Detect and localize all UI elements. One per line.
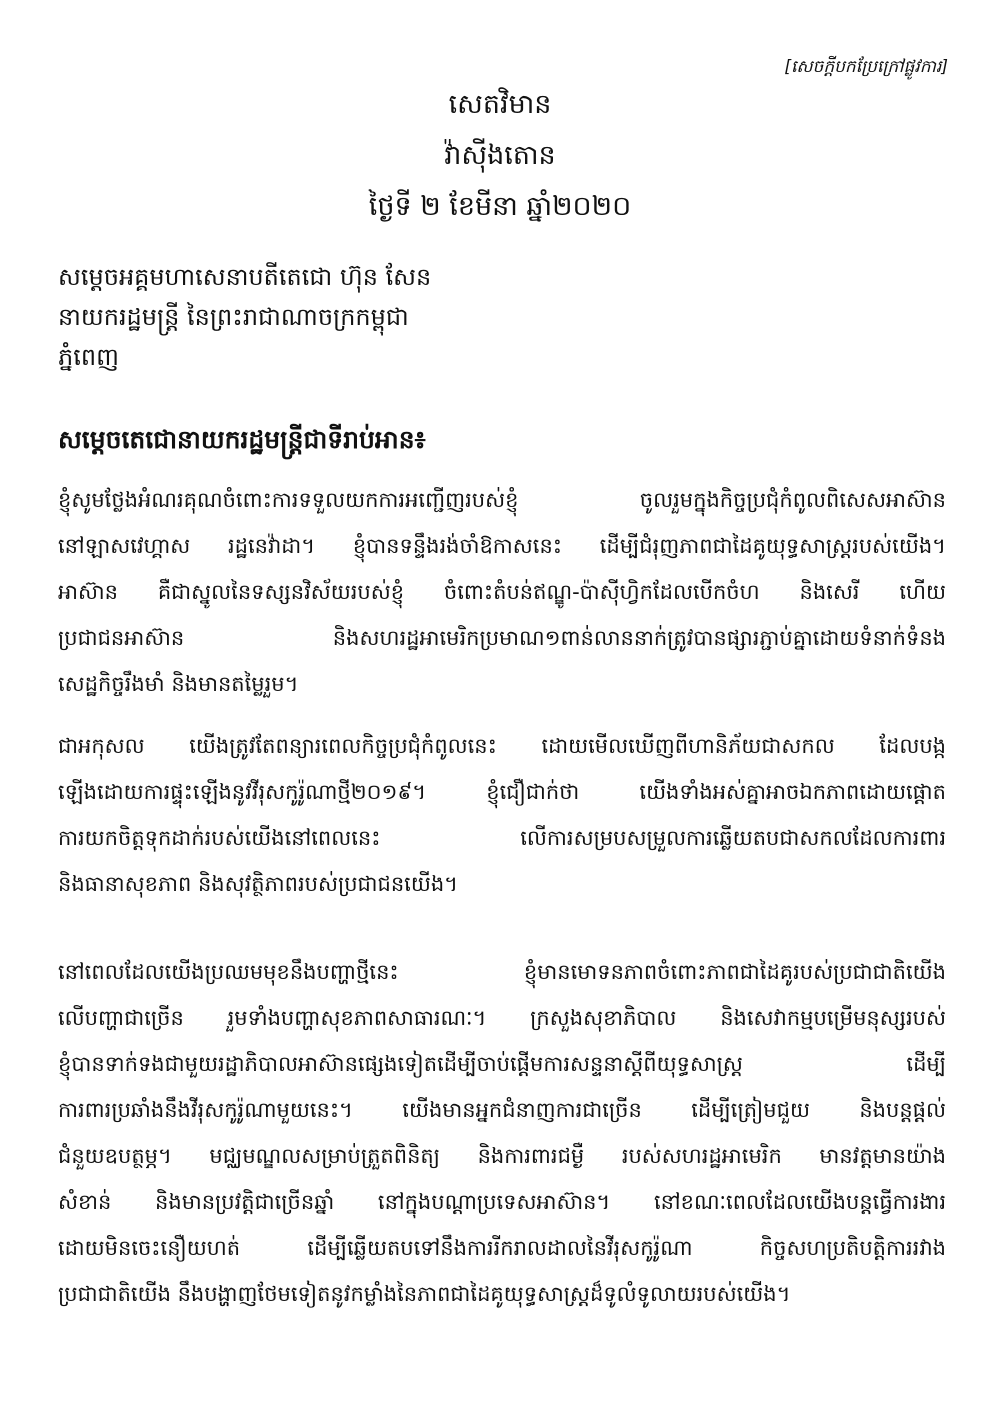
paragraph-line: ជំនួយឧបត្ថម្ភ។ មជ្ឈមណ្ឌលសម្រាប់ត្រួតពិនិត្យ និងការពារជម្ងឺ របស់សហរដ្ឋអាមេរិក មានវត្តមានយ៉ាង (58, 1144, 946, 1168)
paragraph-line: ដោយមិនចេះនឿយហត់ ដើម្បីឆ្លើយតបទៅនឹងការរីករាលដាលនៃវីរុសកូរ៉ូណា កិច្ចសហប្រតិបត្តិការរវាង (58, 1236, 946, 1260)
header-city: វ៉ាស៊ីងតោន (444, 140, 556, 171)
paragraph-2 (58, 723, 946, 907)
recipient-location: ភ្នំពេញ (58, 343, 119, 371)
salutation: សម្ដេចតេជោនាយករដ្ឋមន្ត្រីជាទីរាប់អាន៖ (58, 425, 426, 454)
paragraph-line: សំខាន់ និងមានប្រវត្តិជាច្រើនឆ្នាំ នៅក្នុងបណ្ដាប្រទេសអាស៊ាន។ នៅខណៈពេលដែលយើងបន្តធ្វើការងារ (58, 1190, 946, 1214)
paragraph-line: សេដ្ឋកិច្ចរឹងមាំ និងមានតម្លៃរួម។ (58, 672, 299, 696)
header-date: ថ្ងៃទី ២ ខែមីនា ឆ្នាំ២០២០ (368, 191, 632, 222)
paragraph-1 (58, 477, 946, 707)
paragraph-line: ឡើងដោយការផ្ទុះឡើងនូវវីរុសកូរ៉ូណាថ្មី២០១៩។ ខ្ញុំជឿជាក់ថា យើងទាំងអស់គ្នាអាចឯកភាពដោយផ្ដោត (58, 780, 946, 804)
paragraph-line: ជាអកុសល យើងត្រូវតែពន្យារពេលកិច្ចប្រជុំកំពូលនេះ ដោយមើលឃើញពីហានិភ័យជាសកល ដែលបង្ក (58, 734, 946, 758)
header-institution: សេតវិមាន (448, 89, 552, 120)
paragraph-line: នៅឡាសវេហ្គាស រដ្ឋនេវ៉ាដា។ ខ្ញុំបានទន្ទឹងរង់ចាំឱកាសនេះ ដើម្បីជំរុញភាពជាដៃគូយុទ្ធសាស្ត្ររបស់យើង។ (58, 534, 946, 558)
paragraph-line: ការយកចិត្តទុកដាក់របស់យើងនៅពេលនេះ លើការសម្របសម្រួលការឆ្លើយតបជាសកលដែលការពារ (58, 826, 946, 850)
paragraph-line: ខ្ញុំសូមថ្លែងអំណរគុណចំពោះការទទួលយកការអញ្ជើញរបស់ខ្ញុំ ចូលរួមក្នុងកិច្ចប្រជុំកំពូលពិសេសអាស៊ាន (58, 488, 946, 512)
paragraph-line: លើបញ្ហាជាច្រើន រួមទាំងបញ្ហាសុខភាពសាធារណៈ។ ក្រសួងសុខាភិបាល និងសេវាកម្មបម្រើមនុស្សរបស់ (58, 1006, 946, 1030)
paragraph-line: និងធានាសុខភាព និងសុវត្ថិភាពរបស់ប្រជាជនយើង។ (58, 872, 459, 896)
recipient-title: នាយករដ្ឋមន្ត្រី នៃព្រះរាជាណាចក្រកម្ពុជា (58, 303, 409, 331)
paragraph-3 (58, 949, 946, 1317)
unofficial-translation-note: [សេចក្ដីបកប្រែក្រៅផ្លូវការ] (784, 57, 948, 77)
paragraph-line: ខ្ញុំបានទាក់ទងជាមួយរដ្ឋាភិបាលអាស៊ានផ្សេងទៀតដើម្បីចាប់ផ្ដើមការសន្ទនាស្ដីពីយុទ្ធសាស្ត្រ ដើម្បី (58, 1052, 946, 1076)
recipient-name: សម្ដេចអគ្គមហាសេនាបតីតេជោ ហ៊ុន សែន (58, 263, 432, 291)
paragraph-line: អាស៊ាន គឺជាស្នូលនៃទស្សនវិស័យរបស់ខ្ញុំ ចំពោះតំបន់ឥណ្ឌូ-ប៉ាស៊ីហ្វិកដែលបើកចំហ និងសេរី ហើយ (58, 580, 946, 604)
paragraph-line: នៅពេលដែលយើងប្រឈមមុខនឹងបញ្ហាថ្មីនេះ ខ្ញុំមានមោទនភាពចំពោះភាពជាដៃគូរបស់ប្រជាជាតិយើង (58, 960, 946, 984)
paragraph-line: ការពារប្រឆាំងនឹងវីរុសកូរ៉ូណាមួយនេះ។ យើងមានអ្នកជំនាញការជាច្រើន ដើម្បីត្រៀមជួយ និងបន្តផ្ដល់ (58, 1098, 946, 1122)
paragraph-line: ប្រជាជាតិយើង នឹងបង្ហាញថែមទៀតនូវកម្លាំងនៃភាពជាដៃគូយុទ្ធសាស្ត្រដ៏ទូលំទូលាយរបស់យើង។ (58, 1282, 791, 1306)
paragraph-line: ប្រជាជនអាស៊ាន និងសហរដ្ឋអាមេរិកប្រមាណ១ពាន់លាននាក់ត្រូវបានផ្សារភ្ជាប់គ្នាដោយទំនាក់ទំនង (58, 626, 946, 650)
